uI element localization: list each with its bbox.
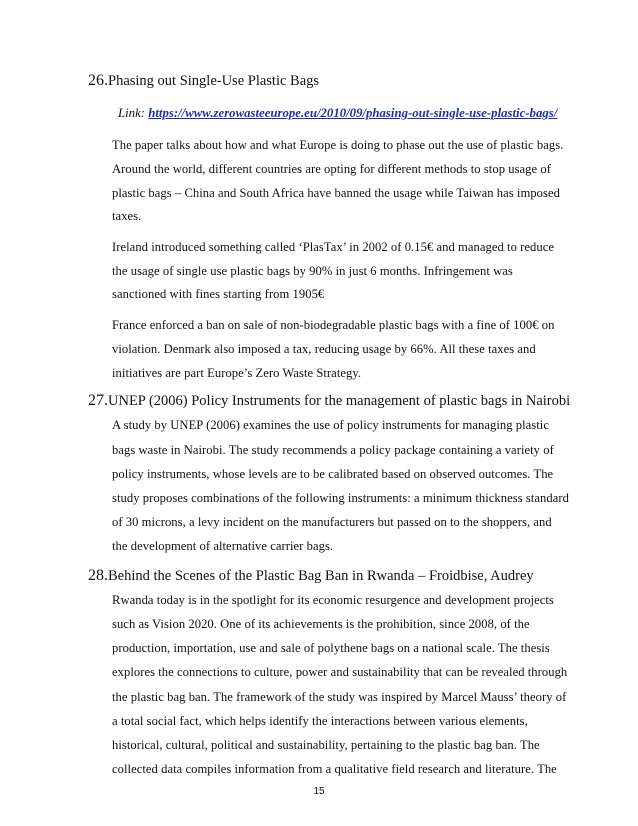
- paragraph-line: taxes.: [112, 209, 142, 223]
- paragraph-line: The paper talks about how and what Europe is doing to phase out the use of plastic bags.: [112, 138, 564, 152]
- paragraph-line: production, importation, use and sale of polythene bags on a national scale. The thesis: [112, 641, 550, 655]
- paragraph-line: of 30 microns, a levy incident on the manufacturers but passed on to the shoppers, and: [112, 515, 552, 529]
- paragraph-line: France enforced a ban on sale of non-biodegradable plastic bags with a fine of 100€ on: [112, 318, 555, 332]
- link-label: Link:: [118, 106, 146, 120]
- paragraph-line: policy instruments, whose levels are to be calibrated based on observed outcomes. The: [112, 467, 554, 481]
- paragraph-line: a total social fact, which helps identify the interactions between various elements,: [112, 714, 528, 728]
- paragraph-line: such as Vision 2020. One of its achievements is the prohibition, since 2008, of the: [112, 617, 530, 631]
- paragraph-line: initiatives are part Europe’s Zero Waste Strategy.: [112, 366, 362, 380]
- paragraph-line: collected data compiles information from a qualitative field research and literature. The: [112, 762, 557, 776]
- paragraph-line: Rwanda today is in the spotlight for its economic resurgence and development projects: [112, 593, 554, 607]
- paragraph-line: sanctioned with fines starting from 1905€: [112, 287, 325, 301]
- paragraph-line: the usage of single use plastic bags by 90% in just 6 months. Infringement was: [112, 264, 513, 278]
- source-link[interactable]: https://www.zerowasteeurope.eu/2010/09/phasing-out-single-use-plastic-bags/: [148, 106, 558, 120]
- paragraph-line: the development of alternative carrier bags.: [112, 539, 334, 553]
- entry-title: Phasing out Single-Use Plastic Bags: [108, 73, 320, 89]
- entry-title: Behind the Scenes of the Plastic Bag Ban in Rwanda – Froidbise, Audrey: [108, 568, 534, 584]
- paragraph-line: A study by UNEP (2006) examines the use of policy instruments for managing plastic: [112, 418, 549, 432]
- paragraph-line: study proposes combinations of the following instruments: a minimum thickness standard: [112, 491, 569, 505]
- page-number: 15: [313, 786, 325, 797]
- entry-26-heading: [88, 72, 319, 90]
- entry-28-heading: [88, 567, 534, 585]
- entry-27-heading: [88, 392, 570, 410]
- paragraph-line: plastic bags – China and South Africa have banned the usage while Taiwan has imposed: [112, 186, 560, 200]
- paragraph-line: violation. Denmark also imposed a tax, reducing usage by 66%. All these taxes and: [112, 342, 536, 356]
- paragraph-line: bags waste in Nairobi. The study recommends a policy package containing a variety of: [112, 443, 554, 457]
- paragraph-line: historical, cultural, political and sustainability, pertaining to the plastic bag ban. The: [112, 738, 540, 752]
- entry-number: 27.: [88, 392, 108, 409]
- entry-title: UNEP (2006) Policy Instruments for the management of plastic bags in Nairobi: [108, 393, 571, 409]
- paragraph-line: Around the world, different countries are opting for different methods to stop usage of: [112, 162, 551, 176]
- paragraph-line: the plastic bag ban. The framework of the study was inspired by Marcel Mauss’ theory of: [112, 690, 567, 704]
- paragraph-line: explores the connections to culture, power and sustainability that can be revealed through: [112, 665, 568, 679]
- entry-number: 28.: [88, 567, 108, 584]
- paragraph-line: Ireland introduced something called ‘PlasTax’ in 2002 of 0.15€ and managed to reduce: [112, 240, 554, 254]
- entry-number: 26.: [88, 72, 108, 89]
- entry-26-link-line: [118, 106, 557, 121]
